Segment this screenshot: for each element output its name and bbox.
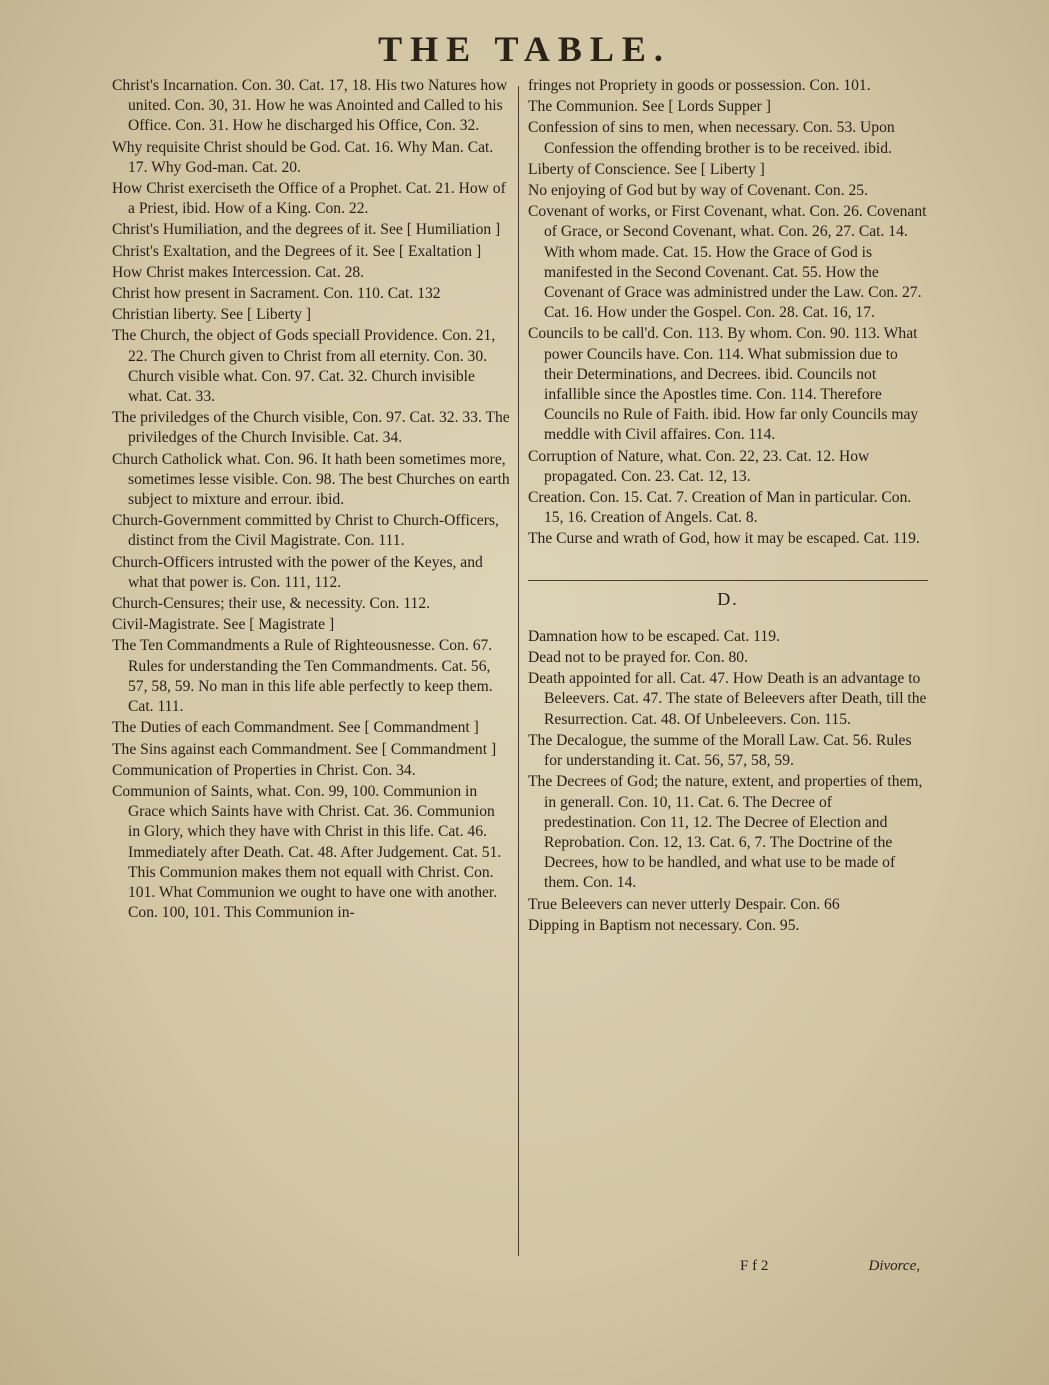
index-entry: Confession of sins to men, when necessary. Con. 53. Upon Confession the offending brother is to be received. ibid. [528,119,895,157]
index-entry: Church Catholick what. Con. 96. It hath been sometimes more, sometimes lesse visible. Con. 98. The best Churches on earth subject to mixture and errour. ibid. [112,450,510,509]
signature-mark: F f 2 [740,1258,769,1274]
right-column [528,76,928,937]
index-entry: The Decalogue, the summe of the Morall Law. Cat. 56. Rules for understanding it. Cat. 56, 57, 58, 59. [528,731,912,770]
index-entry: How Christ exerciseth the Office of a Prophet. Cat. 21. How of a Priest, ibid. How of a King. Con. 22. [112,180,506,218]
index-entry: Death appointed for all. Cat. 47. How Death is an advantage to Beleevers. Cat. 47. The state of Beleevers after Death, till the Resurrection. Cat. 48. Of Unbeleevers. Con. 115. [528,670,927,728]
index-entry: Christian liberty. See [ Liberty ] [112,306,312,324]
index-entry: The Church, the object of Gods speciall Providence. Con. 21, 22. The Church given to Christ from all eternity. Con. 30. Church visible what. Con. 97. Cat. 32. Church invisible what. Cat. 33. [112,327,496,406]
index-entry: The Ten Commandments a Rule of Righteousnesse. Con. 67. Rules for understanding the Ten Commandments. Cat. 56, 57, 58, 59. No man in this life able perfectly to keep them. Cat. 111. [112,637,493,716]
index-entry: True Beleevers can never utterly Despair. Con. 66 [528,895,840,913]
index-entry: Damnation how to be escaped. Cat. 119. [528,627,780,645]
index-entry: The Duties of each Commandment. See [ Commandment ] [112,719,479,737]
index-entry: Creation. Con. 15. Cat. 7. Creation of Man in particular. Con. 15, 16. Creation of Angels. Cat. 8. [528,489,912,527]
index-entry: Civil-Magistrate. See [ Magistrate ] [112,616,335,634]
index-entry: Councils to be call'd. Con. 113. By whom. Con. 90. 113. What power Councils have. Con. 114. What submission due to their Determinations, and Decrees. ibid. Councils not infallible since the Apostles time. Con. 114. Therefore Councils no Rule of Faith. ibid. How far only Councils may meddle with Civil affaires. Con. 114. [528,325,919,444]
section-letter: D. [717,588,739,609]
index-entry: Church-Government committed by Christ to Church-Officers, distinct from the Civil Magistrate. Con. 111. [112,512,499,550]
index-entry: No enjoying of God but by way of Covenant. Con. 25. [528,182,868,200]
index-entry: Church-Officers intrusted with the power of the Keyes, and what that power is. Con. 111, 112. [112,553,483,591]
column-divider [518,86,519,1256]
catchword: Divorce, [868,1258,920,1274]
index-entry: The Communion. See [ Lords Supper ] [528,98,771,116]
index-entry: Communication of Properties in Christ. Con. 34. [112,761,416,779]
index-entry: The priviledges of the Church visible, Con. 97. Cat. 32. 33. The priviledges of the Church Invisible. Cat. 34. [112,409,510,447]
index-entry: The Decrees of God; the nature, extent, and properties of them, in generall. Con. 10, 11. Cat. 6. The Decree of predestination. Con 11, 12. The Decree of Election and Reprobation. Con. 12, 13. Cat. 6, 7. The Doctrine of the Decrees, how to be handled, and what use to be made of them. Con. 14. [528,773,923,892]
index-entry: fringes not Propriety in goods or possession. Con. 101. [528,77,871,94]
index-entry: Communion of Saints, what. Con. 99, 100. Communion in Grace which Saints have with Christ. Cat. 36. Communion in Glory, which they have with Christ in this life. Cat. 46. Immediately after Death. Cat. 48. After Judgement. Cat. 51. This Communion makes them not equall with Christ. Con. 101. What Communion we ought to have one with another. Con. 100, 101. This Communion in- [112,782,502,922]
index-entry: Dead not to be prayed for. Con. 80. [528,649,748,667]
index-entry: Liberty of Conscience. See [ Liberty ] [528,160,765,178]
index-entry: The Curse and wrath of God, how it may be escaped. Cat. 119. [528,530,920,548]
index-entry: Christ's Humiliation, and the degrees of it. See [ Humiliation ] [112,221,501,239]
index-entry: Church-Censures; their use, & necessity. Con. 112. [112,595,431,613]
page-title: THE TABLE. [378,29,671,69]
index-entry: Christ how present in Sacrament. Con. 110. Cat. 132 [112,285,441,303]
index-entry: Covenant of works, or First Covenant, what. Con. 26. Covenant of Grace, or Second Covenant, what. Con. 26, 27. Cat. 14. With whom made. Cat. 15. How the Grace of God is manifested in the Second Covenant. Cat. 55. How the Covenant of Grace was administred under the Law. Con. 27. Cat. 16. How under the Gospel. Con. 28. Cat. 16, 17. [528,203,927,322]
index-entry: Corruption of Nature, what. Con. 22, 23. Cat. 12. How propagated. Con. 23. Cat. 12, 13. [528,447,870,485]
index-entry: Christ's Exaltation, and the Degrees of it. See [ Exaltation ] [112,242,482,260]
index-entry: The Sins against each Commandment. See [ Commandment ] [112,740,497,758]
section-rule [528,580,928,581]
index-entry: Dipping in Baptism not necessary. Con. 95. [528,916,800,934]
index-entry: How Christ makes Intercession. Cat. 28. [112,263,365,281]
index-entry: Why requisite Christ should be God. Cat. 16. Why Man. Cat. 17. Why God-man. Cat. 20. [112,138,494,176]
left-column [112,76,510,924]
index-entry: Christ's Incarnation. Con. 30. Cat. 17, 18. His two Natures how united. Con. 30, 31. How he was Anointed and Called to his Office. Con. 31. How he discharged his Office, Con. 32. [112,77,508,135]
